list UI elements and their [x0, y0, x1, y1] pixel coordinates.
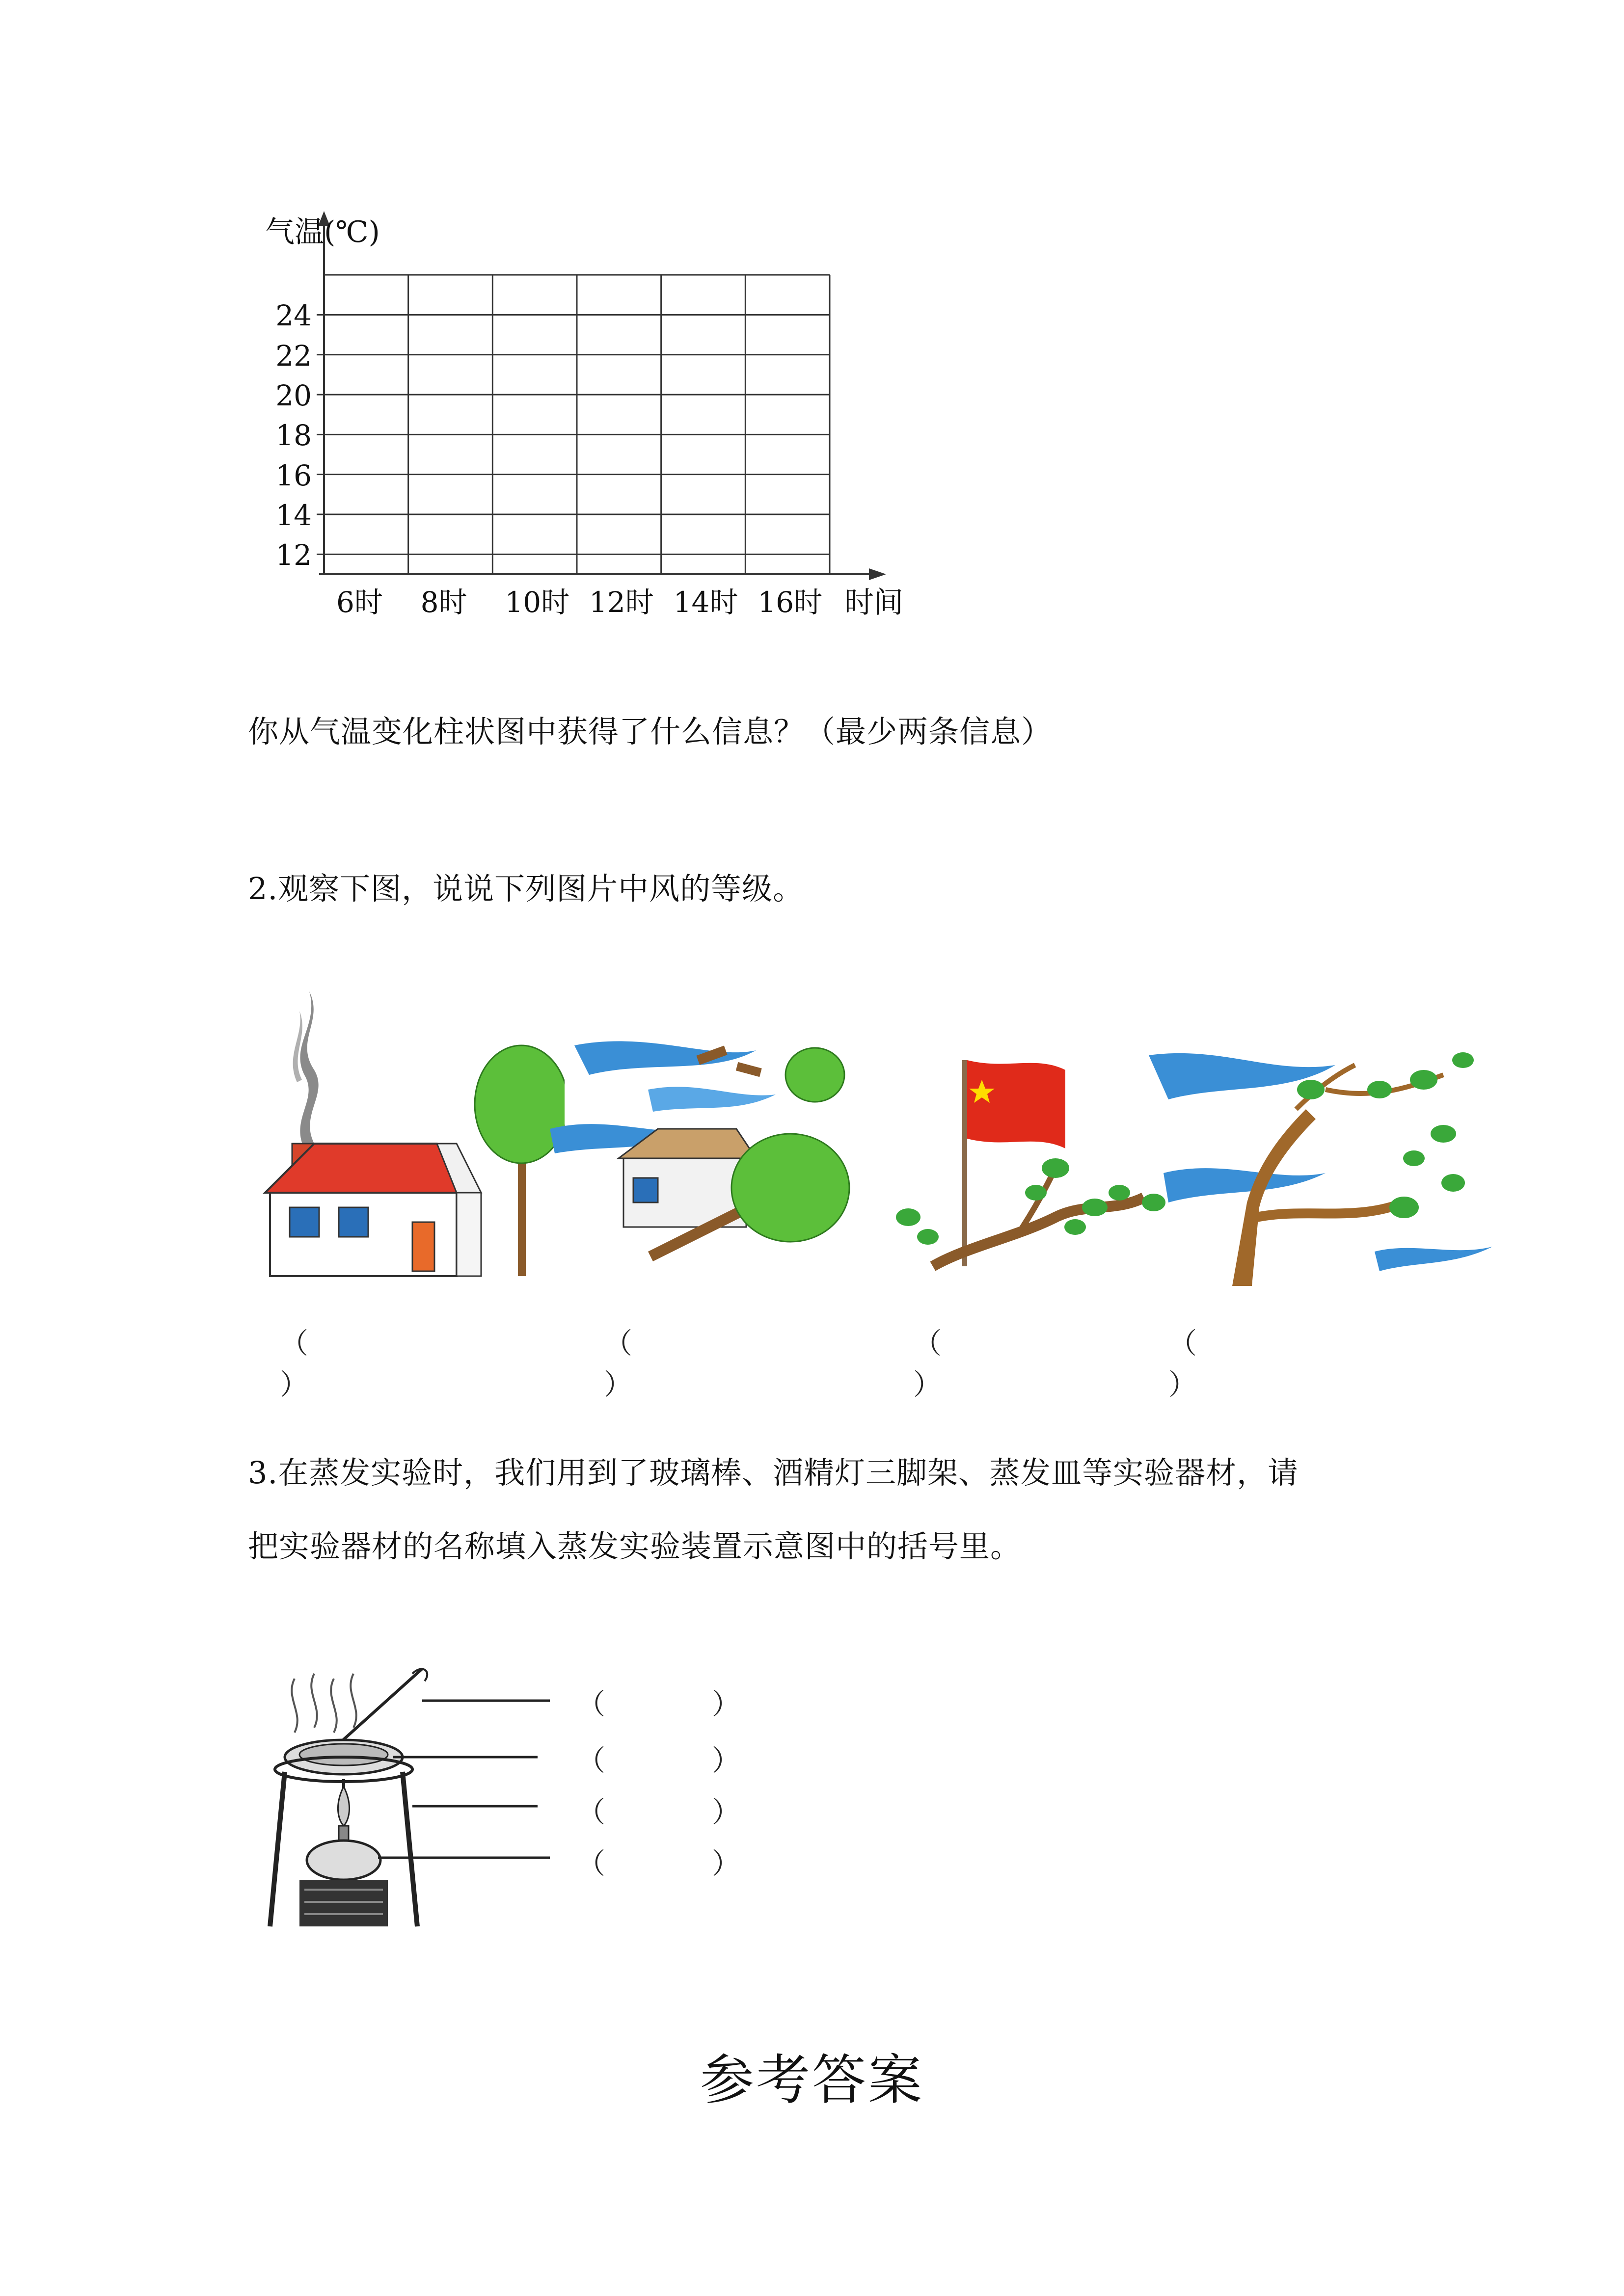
paren-close: ）: [711, 1687, 740, 1721]
paren-close: ）: [604, 1368, 633, 1401]
paren-open: （: [577, 1744, 606, 1777]
x-tick-label: 16时: [758, 586, 823, 619]
y-tick-label: 18: [275, 419, 312, 453]
wind-illustration-strong-tree: [1149, 1045, 1512, 1291]
wind-illustration-flag: [889, 1050, 1173, 1286]
y-tick-label: 14: [275, 499, 312, 532]
q2-prompt: 2.观察下图，说说下列图片中风的等级。: [248, 871, 804, 907]
y-axis-label: 气温(℃): [265, 215, 380, 249]
paren-open: （: [280, 1327, 309, 1360]
paren-open: （: [1168, 1327, 1197, 1360]
paren-close: ）: [280, 1368, 309, 1401]
q3-prompt-line2: 把实验器材的名称填入蒸发实验装置示意图中的括号里。: [248, 1528, 1022, 1564]
y-tick-label: 20: [275, 379, 312, 412]
q3-answer-blank-4[interactable]: [577, 1841, 740, 1882]
q3-answer-blank-3[interactable]: [577, 1789, 740, 1830]
paren-open: （: [604, 1327, 633, 1360]
y-tick-label: 12: [275, 538, 312, 572]
x-tick-label: 10时: [505, 586, 570, 619]
paren-open: （: [577, 1847, 606, 1880]
x-tick-label: 6时: [336, 586, 383, 619]
paren-close: ）: [711, 1795, 740, 1829]
q2-answer-blank-3[interactable]: [913, 1320, 1070, 1403]
x-axis-label: 时间: [844, 586, 903, 620]
y-tick-label: 22: [275, 339, 312, 373]
paren-close: ）: [1168, 1368, 1197, 1401]
wind-illustration-storm: [550, 1031, 893, 1286]
paren-close: ）: [711, 1744, 740, 1777]
temperature-chart: [255, 196, 943, 628]
q3-answer-blank-1[interactable]: [577, 1681, 740, 1722]
x-axis-arrow: [869, 568, 886, 580]
paren-open: （: [577, 1795, 606, 1829]
q2-answer-blank-2[interactable]: [604, 1320, 761, 1403]
y-tick-label: 16: [275, 458, 312, 492]
paren-close: ）: [913, 1368, 942, 1401]
x-tick-label: 8时: [420, 586, 467, 619]
q3-prompt-line1: 3.在蒸发实验时，我们用到了玻璃棒、酒精灯三脚架、蒸发皿等实验器材，请: [248, 1455, 1299, 1491]
answer-key-title: 参考答案: [700, 2049, 924, 2111]
paren-open: （: [577, 1687, 606, 1721]
x-tick-label: 12时: [589, 586, 654, 619]
wind-illustration-house-smoke: [250, 982, 565, 1286]
q3-answer-blank-2[interactable]: [577, 1737, 740, 1779]
y-tick-label: 24: [275, 299, 312, 333]
x-tick-label: 14时: [673, 586, 738, 619]
q1-prompt: 你从气温变化柱状图中获得了什么信息？（最少两条信息）: [248, 714, 1053, 749]
q2-answer-blank-4[interactable]: [1168, 1320, 1326, 1403]
q2-answer-blank-1[interactable]: [280, 1320, 437, 1403]
evaporation-apparatus-diagram: [265, 1659, 560, 1934]
paren-open: （: [913, 1327, 942, 1360]
paren-close: ）: [711, 1847, 740, 1880]
chart-svg: [255, 196, 943, 628]
